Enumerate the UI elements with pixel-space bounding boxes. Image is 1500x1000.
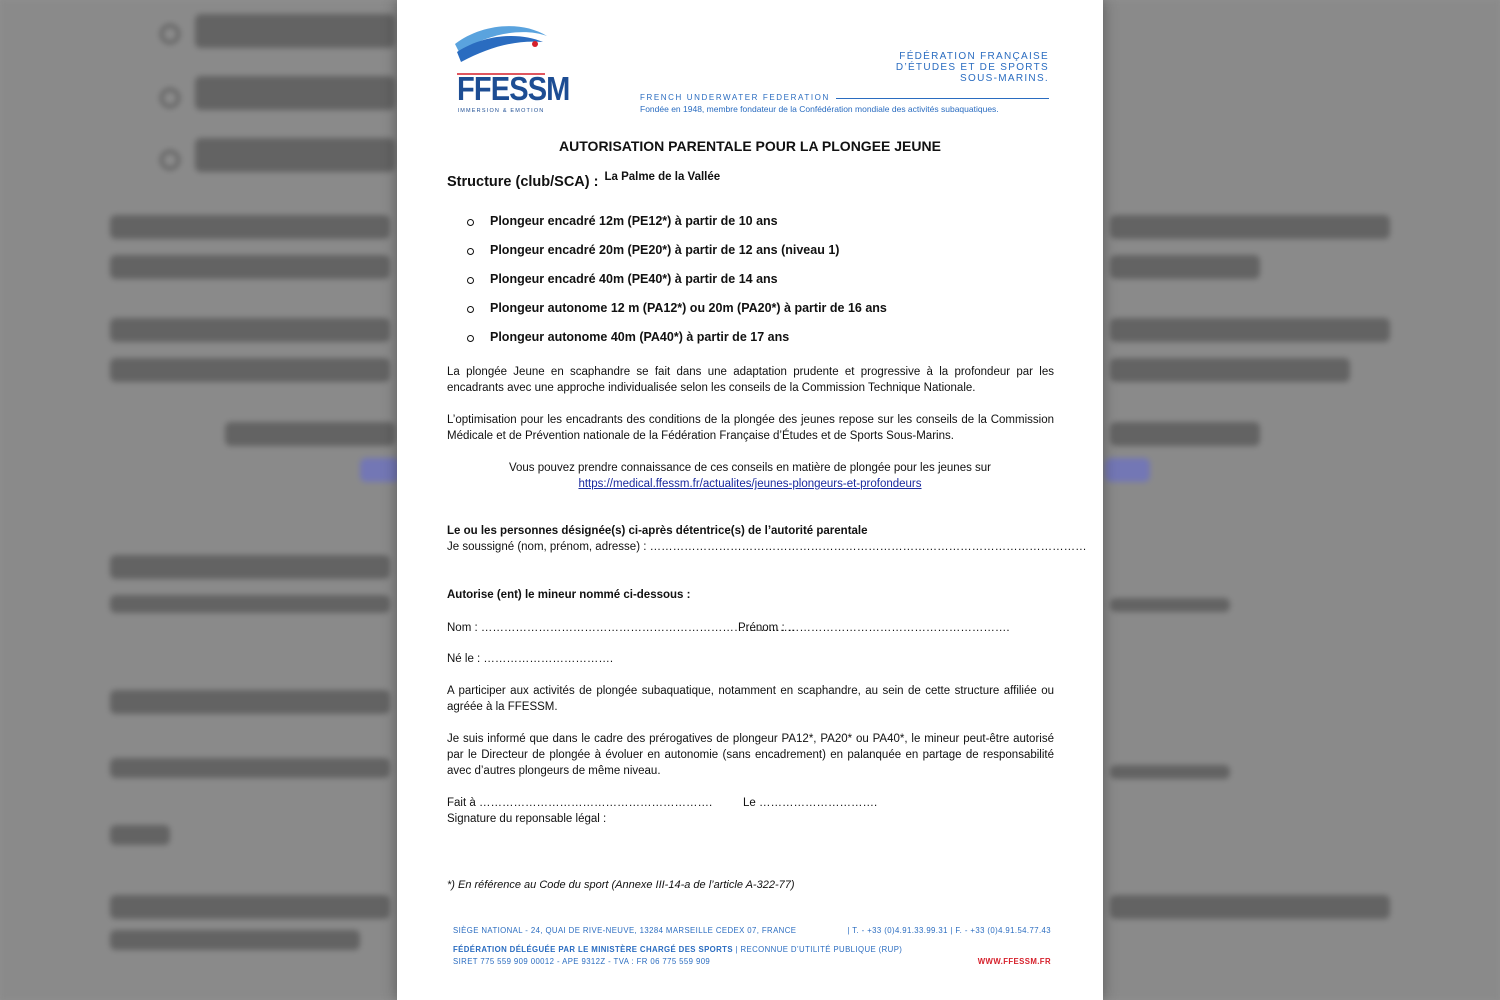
medical-advice-link[interactable]: https://medical.ffessm.fr/actualites/jeunes-plongeurs-et-profondeurs (578, 478, 922, 490)
circle-bullet-icon (467, 248, 474, 255)
structure-line (447, 171, 721, 190)
logo-tagline: IMMERSION & EMOTION (457, 108, 545, 114)
footnote: *) En référence au Code du sport (Annexe III-14-a de l’article A-322-77) (447, 879, 795, 891)
structure-value: La Palme de la Vallée (604, 171, 721, 183)
paragraph-optimisation: L’optimisation pour les encadrants des conditions de la plongée des jeunes repose sur les conseils de la Commission Médicale et de Prévention nationale de la Fédération Française d’Études et de Sports Sous-Marins. (447, 414, 1054, 442)
footer-siret: SIRET 775 559 909 00012 - APE 9312Z - TVA : FR 06 775 559 909 (453, 957, 711, 966)
paragraph-informe: Je suis informé que dans le cadre des prérogatives de plongeur PA12*, PA20* ou PA40*, le mineur peut-être autorisé par le Directeur de plongée à évoluer en autonomie (sans encadrement) en palanquée en partage de responsabilité avec d’autres plongeurs de même niveau. (447, 733, 1054, 777)
footer-siret-row (453, 957, 1051, 966)
circle-bullet-icon (467, 219, 474, 226)
birthdate-field: Né le : ……………………………. (447, 653, 614, 665)
paragraph-adaptation: La plongée Jeune en scaphandre se fait dans une adaptation prudente et progressive à la profondeur par les encadrants avec une approche individualisée selon les conseils de la Commission Technique Nationale. (447, 366, 1054, 394)
structure-label: Structure (club/SCA) : (447, 174, 599, 190)
circle-bullet-icon (467, 306, 474, 313)
footer-phones: | T. - +33 (0)4.91.33.99.31 | F. - +33 (0)4.91.54.77.43 (847, 926, 1051, 935)
soussigne-field: Je soussigné (nom, prénom, adresse) : …………………………………………………………………………………………………… (447, 541, 1087, 553)
circle-bullet-icon (467, 277, 474, 284)
ffessm-logo (447, 18, 570, 118)
autorise-heading: Autorise (ent) le mineur nommé ci-dessous : (447, 589, 691, 601)
list-item: Plongeur autonome 40m (PA40*) à partir de 17 ans (467, 330, 887, 359)
paragraph-conseils: Vous pouvez prendre connaissance de ces conseils en matière de plongée pour les jeunes sur (508, 462, 992, 474)
circle-bullet-icon (467, 335, 474, 342)
footer-rup: | RECONNUE D’UTILITÉ PUBLIQUE (RUP) (735, 945, 903, 954)
footer-delegation: FÉDÉRATION DÉLÉGUÉE PAR LE MINISTÈRE CHARGÉ DES SPORTS (453, 945, 733, 954)
fait-a-field: Fait à ……………………………………………………. (447, 797, 713, 809)
federation-name-fr: FÉDÉRATION FRANÇAISE D’ÉTUDES ET DE SPORTS SOUS-MARINS. (895, 51, 1049, 84)
list-item: Plongeur encadré 40m (PE40*) à partir de 14 ans (467, 272, 887, 301)
document-title: AUTORISATION PARENTALE POUR LA PLONGEE JEUNE (559, 138, 941, 154)
authorization-document (397, 0, 1103, 1000)
prenom-field: Prénom : …………………………………………………. (738, 622, 1010, 634)
date-field: Le …………………………. (743, 797, 878, 809)
federation-name-en: FRENCH UNDERWATER FEDERATION (640, 93, 836, 102)
list-item: Plongeur encadré 12m (PE12*) à partir de 10 ans (467, 214, 887, 243)
signature-field: Signature du reponsable légal : (447, 813, 607, 825)
footer-address: SIÈGE NATIONAL - 24, QUAI DE RIVE-NEUVE, 13284 MARSEILLE CEDEX 07, FRANCE (453, 926, 797, 935)
footer-delegation-row (453, 945, 1051, 954)
nom-field: Nom : ………………………………………………………………………. (447, 622, 795, 634)
federation-founded: Fondée en 1948, membre fondateur de la Confédération mondiale des activités subaquatiques. (640, 104, 999, 114)
list-item: Plongeur encadré 20m (PE20*) à partir de 12 ans (niveau 1) (467, 243, 887, 272)
diver-levels-list (467, 214, 887, 359)
list-item: Plongeur autonome 12 m (PA12*) ou 20m (PA20*) à partir de 16 ans (467, 301, 887, 330)
parents-heading: Le ou les personnes désignée(s) ci-après détentrice(s) de l’autorité parentale (447, 525, 868, 537)
paragraph-participer: A participer aux activités de plongée subaquatique, notamment en scaphandre, au sein de cette structure affiliée ou agréée à la FFESSM. (447, 685, 1054, 713)
footer-website[interactable]: WWW.FFESSM.FR (977, 957, 1051, 966)
logo-wordmark: FFESSM (457, 70, 570, 107)
footer-address-row (453, 926, 1051, 935)
